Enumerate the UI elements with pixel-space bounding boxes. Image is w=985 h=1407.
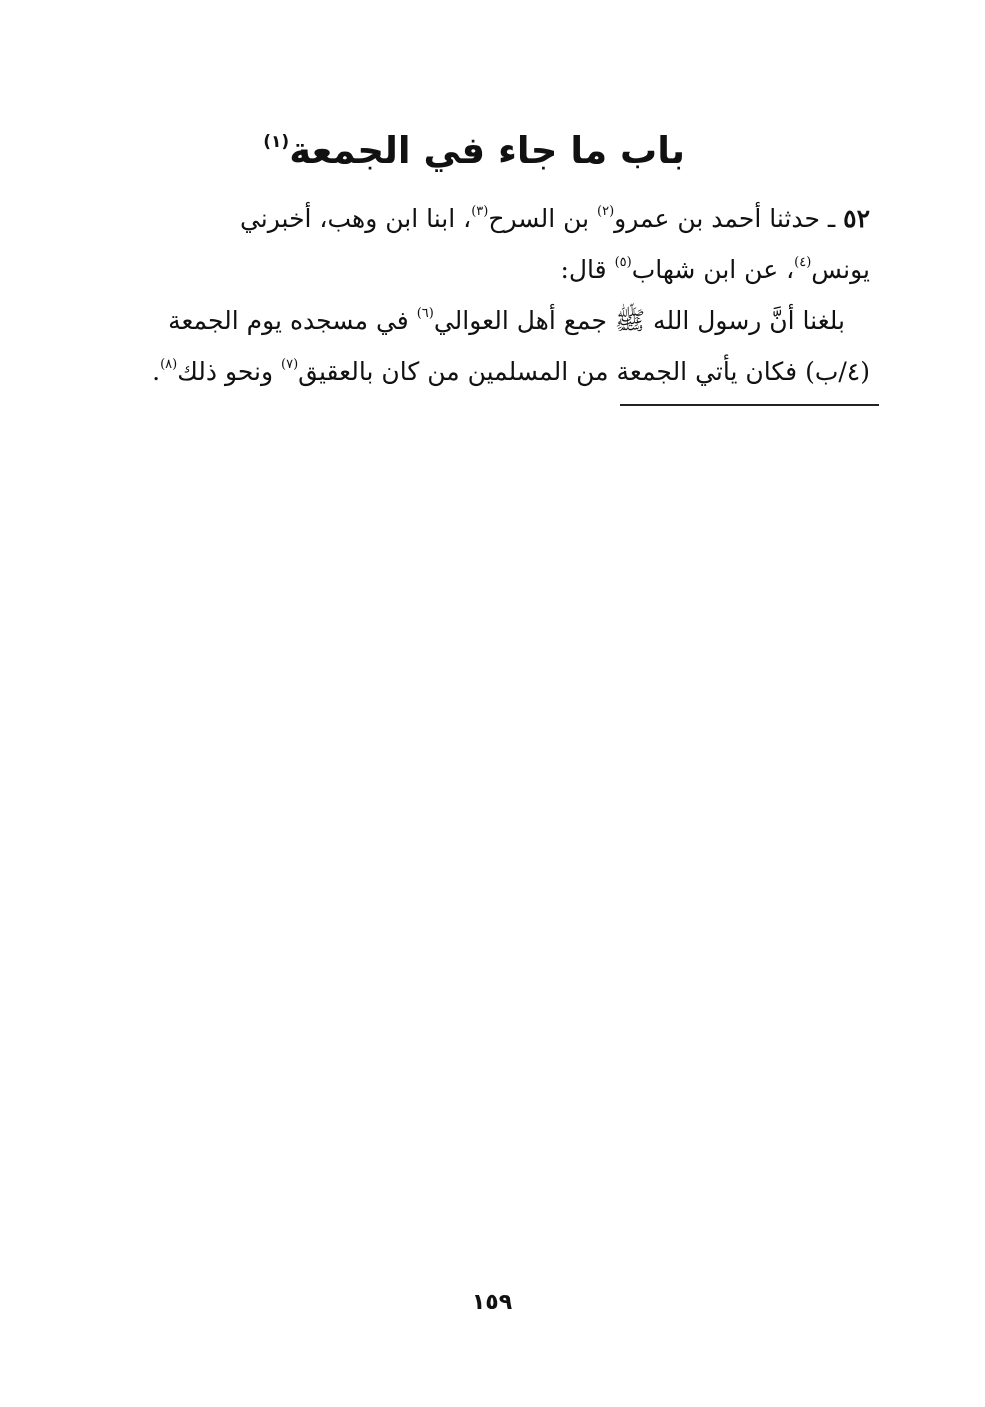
hadith-line-2: يونس$^{(٤)}$، عن ابن شهاب$^{(٥)}$ قال: bbox=[560, 255, 870, 284]
hadith-isnad bbox=[130, 190, 870, 292]
hadith-number: ٥٢ bbox=[843, 204, 870, 233]
footnote-ref-4: (٤) bbox=[794, 255, 812, 270]
chapter-title-footnote-ref: (١) bbox=[263, 132, 290, 152]
footnote-ref-5: (٥) bbox=[614, 255, 632, 270]
hadith-text bbox=[130, 292, 870, 394]
chapter-title-text: باب ما جاء في الجمعة bbox=[289, 129, 685, 172]
matn-line-2: (٤/ب) فكان يأتي الجمعة من المسلمين من كان بالعقيق$^{(٧)}$ ونحو ذلك$^{(٨)}$. bbox=[152, 357, 870, 386]
footnote-ref-8: (٨) bbox=[160, 357, 178, 372]
hadith-line-1: ٥٢ ـ حدثنا أحمد بن عمرو$^{(٢)}$ بن السرح$^{(٣)}$، ابنا ابن وهب، أخبرني bbox=[239, 204, 870, 233]
footnote-ref-2: (٢) bbox=[597, 204, 615, 219]
footnote-ref-6: (٦) bbox=[416, 306, 434, 321]
footnote-ref-7: (٧) bbox=[281, 357, 299, 372]
matn-line-1: بلغنا أنَّ رسول الله ﷺ جمع أهل العوالي$^{(٦)}$ في مسجده يوم الجمعة bbox=[168, 306, 845, 335]
page-number: ١٥٩ bbox=[471, 1290, 513, 1315]
footnote-separator bbox=[620, 404, 879, 406]
footnote-ref-3: (٣) bbox=[471, 204, 489, 219]
chapter-title bbox=[263, 118, 685, 175]
